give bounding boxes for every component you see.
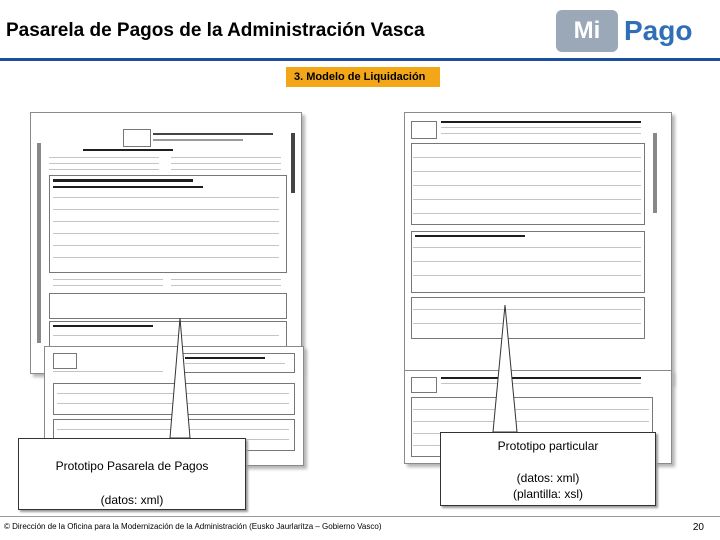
- callout-pasarela-title: Prototipo Pasarela de Pagos: [55, 459, 209, 473]
- form-left-back: [30, 112, 302, 374]
- callout-particular-template: (plantilla: xsl): [512, 487, 584, 501]
- logo-word: Pago: [624, 15, 693, 46]
- header-rule: [0, 58, 720, 61]
- logo-mark: Mi: [556, 10, 618, 52]
- callout-particular-title: Prototipo particular: [497, 439, 599, 453]
- header: [0, 0, 720, 62]
- callout-pasarela-data: (datos: xml): [100, 493, 164, 507]
- footer-copyright: © Dirección de la Oficina para la Modernización de la Administración (Eusko Jaurlaritza – Gobierno Vasco): [4, 522, 382, 531]
- callout-pasarela: [18, 438, 246, 510]
- form-right-back: [404, 112, 672, 384]
- page-number: 20: [692, 522, 704, 533]
- section-label: 3. Modelo de Liquidación: [294, 71, 426, 83]
- section-banner: [286, 67, 440, 87]
- mipago-logo: [556, 10, 708, 52]
- page-title: Pasarela de Pagos de la Administración Vasca: [6, 20, 425, 41]
- callout-particular-data: (datos: xml): [516, 471, 580, 485]
- footer-rule: [0, 516, 720, 517]
- callout-particular: [440, 432, 656, 506]
